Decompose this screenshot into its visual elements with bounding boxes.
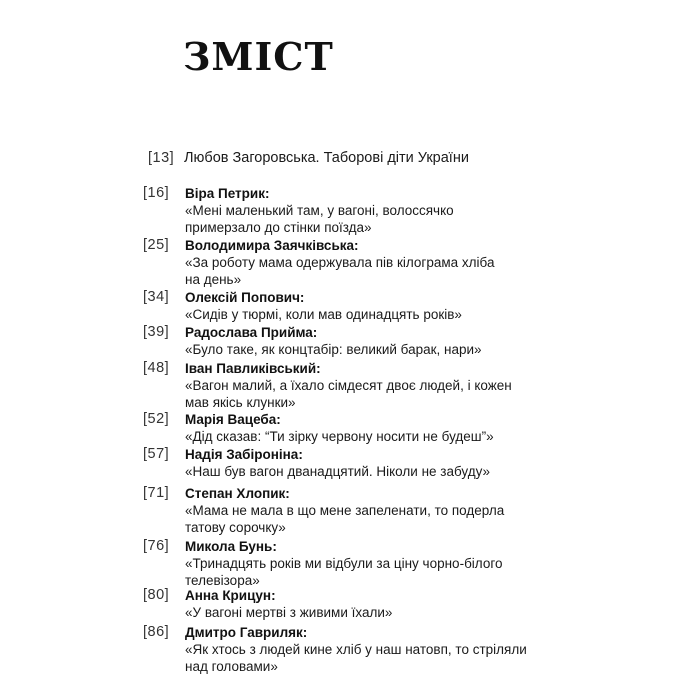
entry-quote-line: «Мені маленький там, у вагоні, волоссячко (185, 203, 454, 218)
entry-name: Дмитро Гавриляк: (185, 625, 308, 640)
entry-page-number: [57] (143, 446, 170, 462)
entry-quote-line: мав якісь клунки» (185, 395, 296, 410)
entry-quote (185, 428, 530, 445)
entry-quote (185, 555, 530, 589)
entry-page-number: [52] (143, 411, 170, 427)
entry-quote-line: «Тринадцять років ми відбули за ціну чорно-білого (185, 556, 503, 571)
entry-quote (185, 463, 530, 480)
entry-quote (185, 341, 530, 358)
entry-quote-line: «Сидів у тюрмі, коли мав одинадцять років» (185, 307, 462, 322)
entry-quote-line: «Було таке, як концтабір: великий барак, нари» (185, 342, 482, 357)
entry-quote-line: «Мама не мала в що мене запеленати, то подерла (185, 503, 505, 518)
entry-page-number: [39] (143, 324, 170, 340)
entry-page-number: [34] (143, 289, 170, 305)
entry-name: Анна Крицун: (185, 588, 276, 603)
entry-name: Надія Забіроніна: (185, 447, 303, 462)
entry-quote (185, 377, 530, 411)
entry-quote-line: «Дід сказав: “Ти зірку червону носити не будеш”» (185, 429, 494, 444)
entry-name: Марія Вацеба: (185, 412, 281, 427)
page-title: ЗМІСТ (183, 34, 334, 79)
entry-quote-line: «За роботу мама одержувала пів кілограма хліба (185, 255, 495, 270)
entry-quote-line: телевізора» (185, 573, 260, 588)
entry-quote-line: «Як хтось з людей кине хліб у наш натовп, то стріляли (185, 642, 527, 657)
entry-quote-line: на день» (185, 272, 242, 287)
entry-name: Віра Петрик: (185, 186, 270, 201)
entry-name: Степан Хлопик: (185, 486, 290, 501)
entry-quote-line: «Наш був вагон дванадцятий. Ніколи не забуду» (185, 464, 491, 479)
entry-page-number: [86] (143, 624, 170, 640)
entry-page-number: [71] (143, 485, 170, 501)
entry-quote (185, 202, 530, 236)
entry-page-number: [76] (143, 538, 170, 554)
entry-name: Радослава Прийма: (185, 325, 318, 340)
entry-quote-line: над головами» (185, 659, 278, 674)
entry-name: Микола Бунь: (185, 539, 277, 554)
entry-quote (185, 604, 530, 621)
entry-quote-line: примерзало до стінки поїзда» (185, 220, 372, 235)
intro-text: Любов Загоровська. Таборові діти України (184, 150, 469, 166)
entry-quote (185, 502, 530, 536)
entry-quote (185, 306, 530, 323)
entry-name: Володимира Заячківська: (185, 238, 359, 253)
intro-page-number: [13] (148, 150, 175, 166)
entry-name: Олексій Попович: (185, 290, 305, 305)
entry-page-number: [16] (143, 185, 170, 201)
entry-quote-line: «Вагон малий, а їхало сімдесят двоє людей, і кожен (185, 378, 512, 393)
entry-name: Іван Павликівський: (185, 361, 321, 376)
entry-page-number: [48] (143, 360, 170, 376)
entry-quote (185, 254, 530, 288)
entry-page-number: [80] (143, 587, 170, 603)
entry-quote-line: «У вагоні мертві з живими їхали» (185, 605, 393, 620)
entry-quote-line: татову сорочку» (185, 520, 286, 535)
entry-page-number: [25] (143, 237, 170, 253)
entry-quote (185, 641, 530, 675)
